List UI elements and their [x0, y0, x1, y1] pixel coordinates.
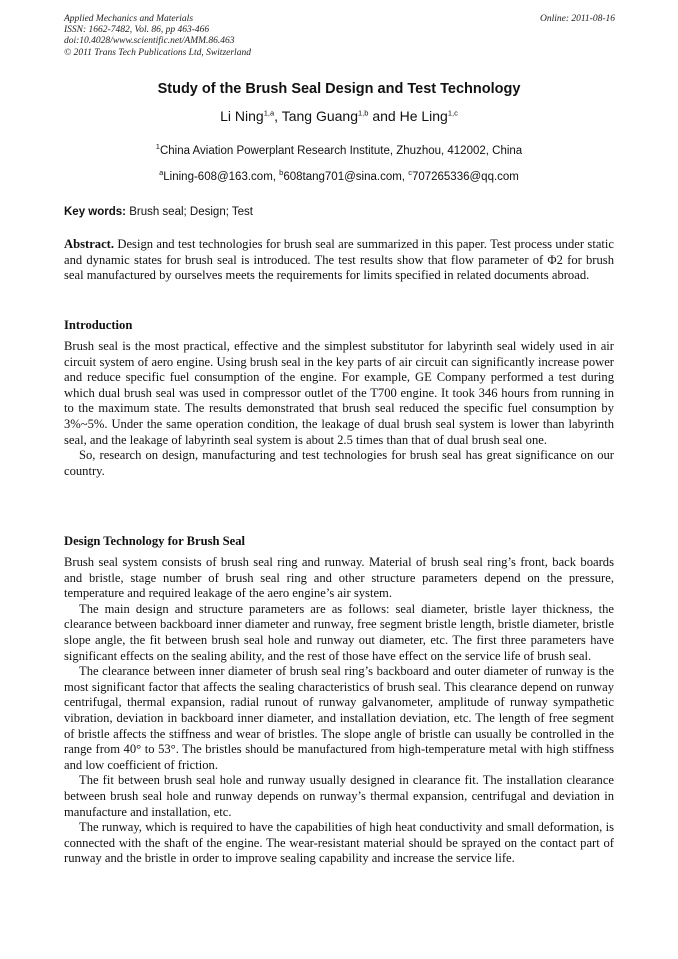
design-body: [64, 555, 614, 867]
paragraph: Brush seal is the most practical, effective and the simplest substitutor for labyrinth seal widely used in air circuit system of aero engine. Using brush seal in the key parts of air circuit can significantly increase power and reduce specific fuel consumption of the engine. For example, GE Company performed a test during which dual brush seal was used in compressor outlet of the T700 engine. It took 346 hours from running in to the maximum state. The results demonstrated that brush seal reduced the specific fuel consumption by 3%~5%. Under the same operation condition, the leakage of dual brush seal system is lower than labyrinth seal, and the leakage of labyrinth seal system is about 2.5 times than that of dual brush seal one.: [64, 339, 614, 447]
author-emails: [0, 168, 678, 183]
section-heading-introduction: Introduction: [64, 318, 133, 332]
paragraph: The clearance between inner diameter of brush seal ring’s backboard and outer diameter of runway is the most significant factor that affects the sealing characteristics of brush seal. This clearance depend on runway centrifugal, thermal expansion, radial runout of runway galvanometer, amplitude of runway sympathetic vibration, deviation in backboard inner diameter, and installation deviation, etc. The length of free segment of bristle affects the stiffness and wear of bristles. The slope angle of bristle can usually be controlled in the range from 40° to 53°. The bristles should be manufactured from high-temperature metal with high stiffness and low coefficient of friction.: [64, 664, 614, 772]
author-sup: 1,a: [263, 108, 275, 118]
author-sup: 1,c: [447, 108, 458, 118]
abstract: [64, 237, 614, 284]
affiliation-sup: 1: [155, 142, 160, 152]
journal-name: Applied Mechanics and Materials: [64, 14, 194, 24]
email-link[interactable]: 707265336@qq.com: [411, 171, 519, 183]
email-link[interactable]: 608tang701@sina.com,: [283, 171, 409, 183]
paragraph: Brush seal system consists of brush seal ring and runway. Material of brush seal ring’s front, back boards and bristle, stage number of brush seal ring and other structure parameters depend on the pressure, temperature and required leakage of the aero engine’s air system.: [64, 555, 614, 601]
email-link[interactable]: Lining-608@163.com,: [163, 171, 280, 183]
author-name: Li Ning: [220, 108, 264, 124]
journal-issn: ISSN: 1662-7482, Vol. 86, pp 463-466: [64, 25, 210, 36]
keywords-text: Brush seal; Design; Test: [126, 206, 253, 218]
journal-info: [64, 14, 251, 59]
email-sup: b: [279, 168, 284, 178]
abstract-text: Design and test technologies for brush seal are summarized in this paper. Test process under static and dynamic states for brush seal is introduced. The test results show that flow parameter of Φ2 for brush seal manufactured by ourselves meets the requirements for limits specified in related documents abroad.: [64, 237, 614, 283]
author-name: Tang Guang: [281, 108, 358, 124]
affiliation-text: China Aviation Powerplant Research Institute, Zhuzhou, 412002, China: [159, 145, 523, 157]
keywords: [64, 206, 253, 218]
author-list: [0, 108, 678, 124]
keywords-label: Key words:: [64, 206, 126, 218]
author-sep: and: [368, 108, 400, 124]
affiliation: [0, 142, 678, 157]
paragraph: The runway, which is required to have the capabilities of high heat conductivity and small deformation, is connected with the shaft of the engine. The wear-resistant material should be sprayed on the contact part of runway and the bristle in order to improve sealing capability and increase the service life.: [64, 820, 614, 866]
author-sup: 1,b: [358, 108, 369, 118]
paragraph: The main design and structure parameters are as follows: seal diameter, bristle layer thickness, the clearance between backboard inner diameter and runway, free segment bristle length, bristle diameter, bristle slope angle, the fit between brush seal hole and runway out diameter, etc. The first three parameters have significant effects on the sealing ability, and the rest of those have effect on the service life of brush seal.: [64, 601, 614, 663]
email-sup: a: [159, 168, 164, 178]
abstract-label: Abstract.: [64, 237, 115, 251]
email-sup: c: [408, 168, 412, 178]
paper-title: Study of the Brush Seal Design and Test Technology: [157, 81, 521, 97]
paragraph: The fit between brush seal hole and runway usually designed in clearance fit. The installation clearance between brush seal hole and runway depends on runway’s thermal expansion, centrifugal and deviation in manufacture and installation, etc.: [64, 773, 614, 819]
author-name: He Ling: [399, 108, 448, 124]
section-heading-design: Design Technology for Brush Seal: [64, 534, 246, 548]
journal-doi: doi:10.4028/www.scientific.net/AMM.86.463: [64, 36, 235, 47]
journal-copyright: © 2011 Trans Tech Publications Ltd, Switzerland: [64, 47, 251, 58]
paragraph: So, research on design, manufacturing and test technologies for brush seal has great significance on our country.: [64, 448, 614, 478]
introduction-body: [64, 339, 614, 479]
author-sep: ,: [274, 108, 282, 124]
online-date: Online: 2011-08-16: [539, 14, 615, 24]
